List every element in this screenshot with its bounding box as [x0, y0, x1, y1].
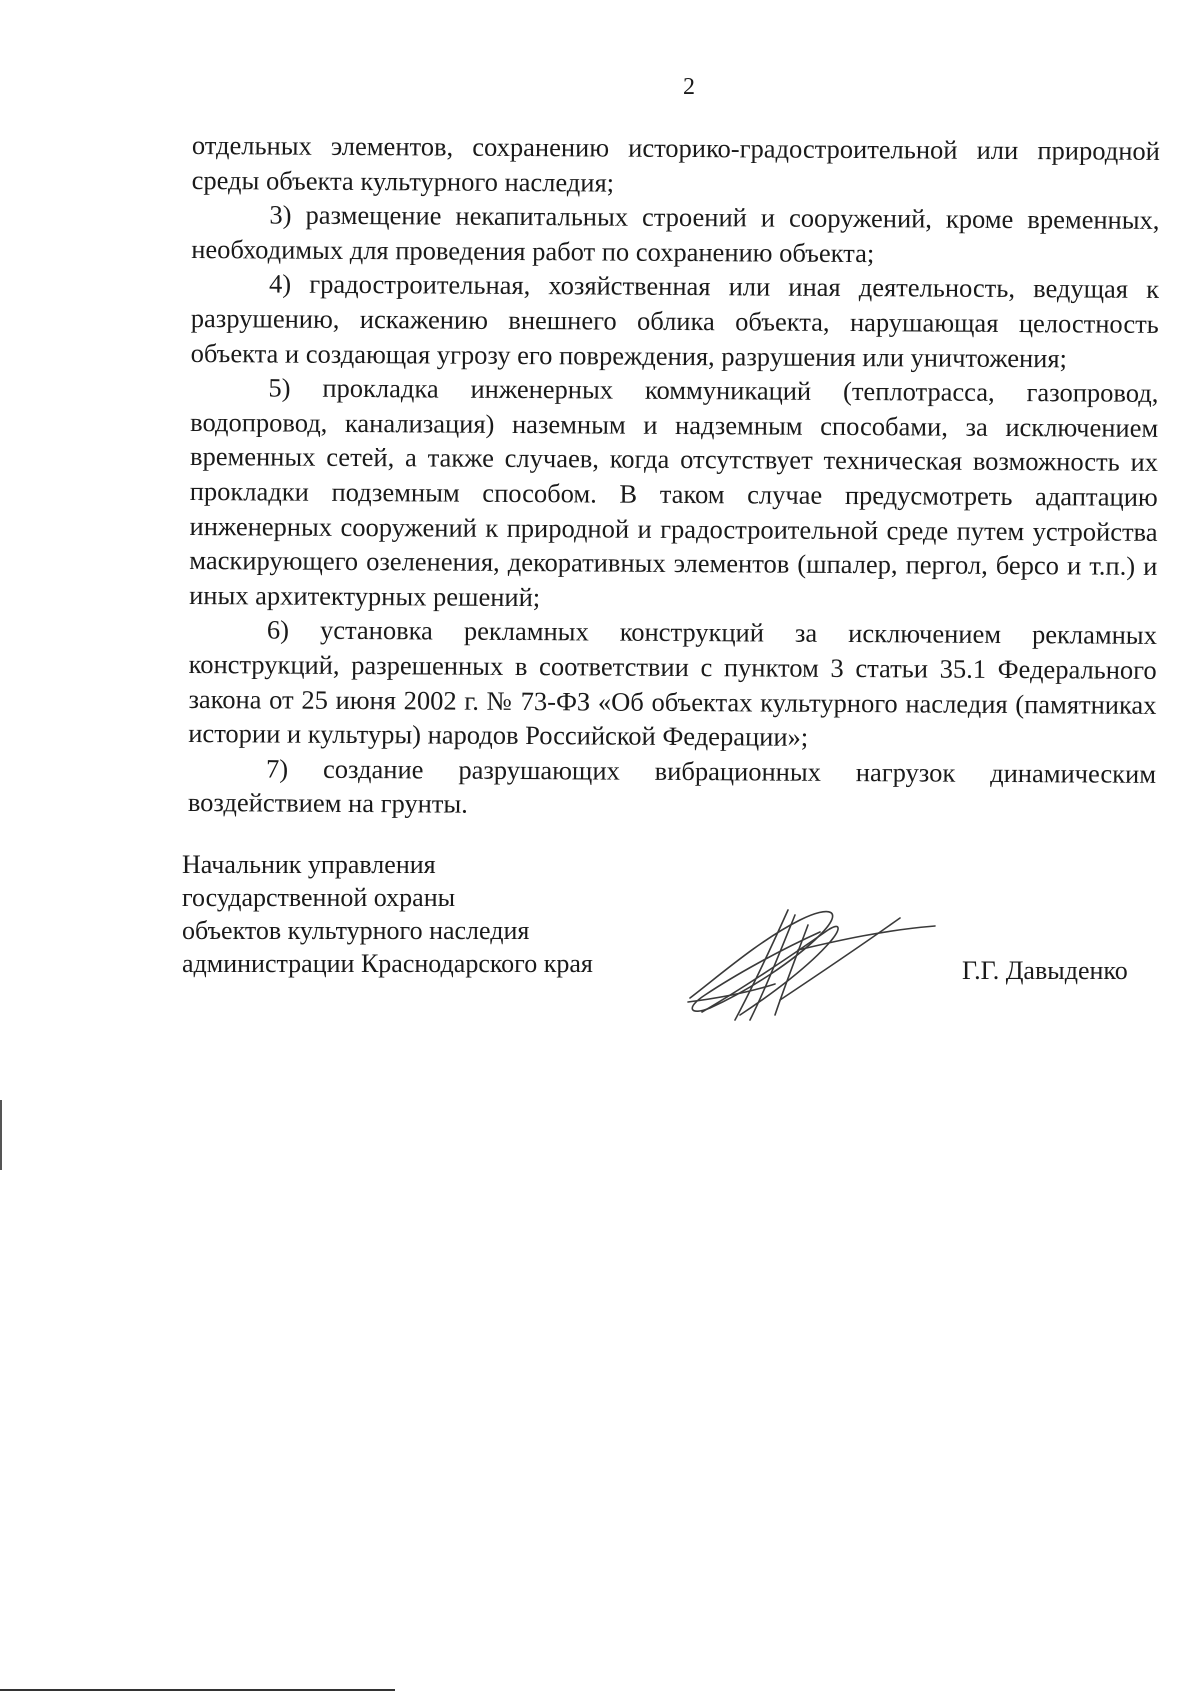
list-item-7: 7) создание разрушающих вибрационных нагрузок динамическим воздействием на грунты.	[187, 753, 1157, 819]
position-line: Начальник управления	[182, 850, 436, 879]
list-item-6: 6) установка рекламных конструкций за исключением рекламных конструкций, разрешенных в соответствии с пунктом 3 статьи 35.1 Федерального закона от 25 июня 2002 г. № 73-ФЗ «Об объектах культурного наследия (памятниках истории и культуры) народов Российской Федерации»;	[188, 614, 1158, 752]
paragraph-continuation: отдельных элементов, сохранению историко-градостроительной или природной среды объекта культурного наследия;	[191, 129, 1160, 198]
scan-edge-mark	[0, 1100, 2, 1170]
signatory-position	[182, 848, 593, 980]
scan-bottom-line	[0, 1689, 395, 1691]
document-body	[188, 128, 1160, 826]
list-item-4: 4) градостроительная, хозяйственная или иная деятельность, ведущая к разрушению, искажению внешнего облика объекта, нарушающая целостность объекта и создающая угрозу его повреждения, разрушения или уничтожения;	[190, 268, 1160, 373]
position-line: объектов культурного наследия	[182, 916, 530, 945]
list-item-3: 3) размещение некапитальных строений и сооружений, кроме временных, необходимых для проведения работ по сохранению объекта;	[191, 199, 1160, 268]
position-line: государственной охраны	[182, 883, 456, 912]
signer-name: Г.Г. Давыденко	[962, 956, 1128, 985]
page-number: 2	[683, 74, 695, 100]
position-line: администрации Краснодарского края	[182, 949, 593, 978]
handwritten-signature	[680, 880, 940, 1030]
list-item-5: 5) прокладка инженерных коммуникаций (теплотрасса, газопровод, водопровод, канализация) наземным и надземным способами, за исключением временных сетей, а также случаев, когда отсутствует техническая возможность их прокладки подземным способом. В таком случае предусмотреть адаптацию инженерных сооружений к природной и градостроительной среде путем устройства маскирующего озеленения, декоративных элементов (шпалер, пергол, берсо и т.п.) и иных архитектурных решений;	[189, 372, 1159, 612]
